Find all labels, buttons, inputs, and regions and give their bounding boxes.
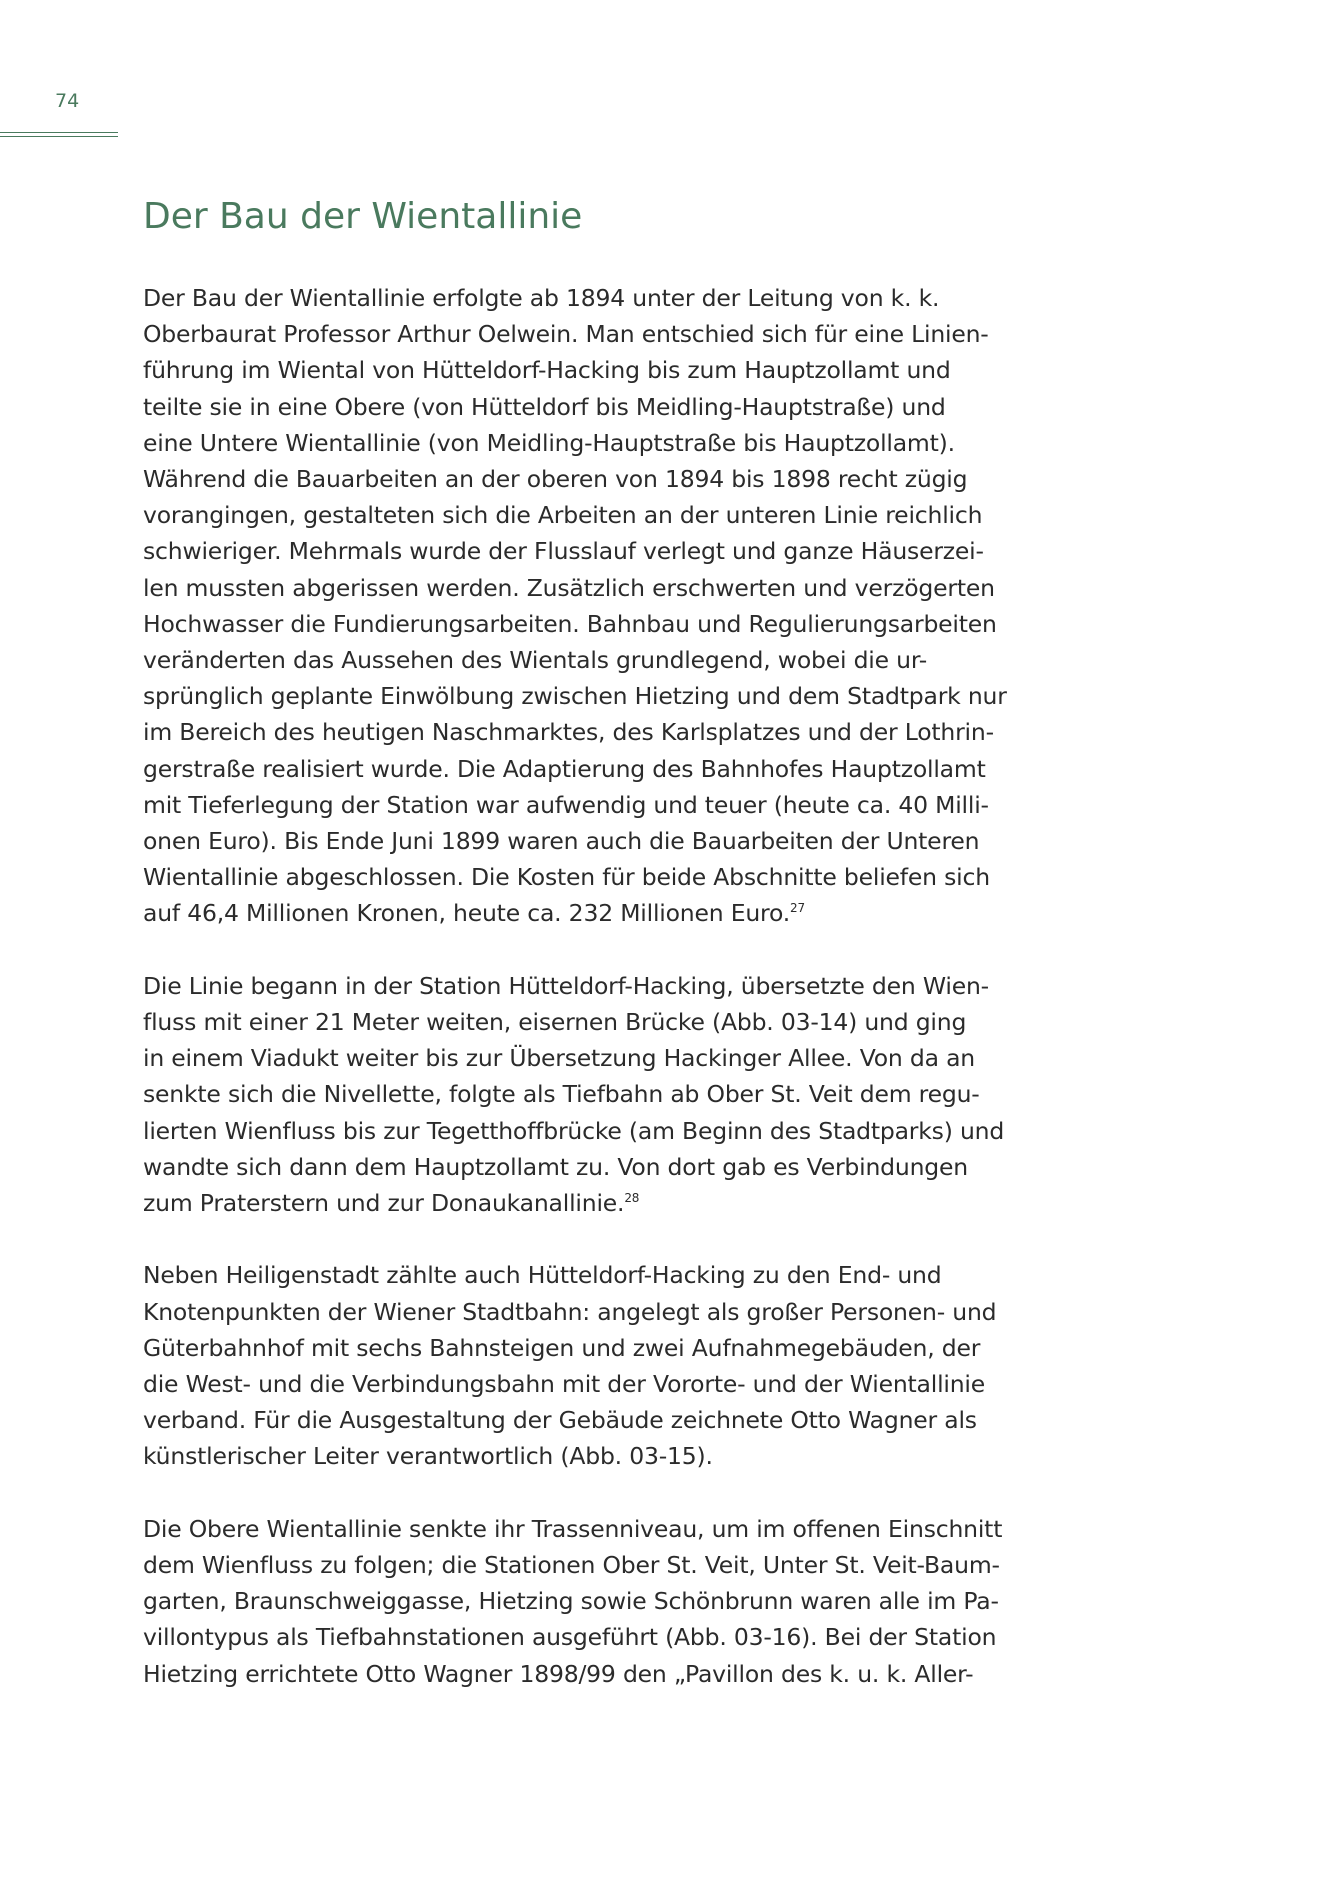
text-line: senkte sich die Nivellette, folgte als Tiefbahn ab Ober St. Veit dem regu- — [143, 1080, 980, 1109]
text-line: Güterbahnhof mit sechs Bahnsteigen und zwei Aufnahmegebäuden, der — [143, 1333, 981, 1362]
text-line: Hochwasser die Fundierungsarbeiten. Bahnbau und Regulierungsarbeiten — [143, 609, 997, 638]
text-line: dem Wienfluss zu folgen; die Stationen Ober St. Veit, Unter St. Veit-Baum- — [143, 1551, 1000, 1580]
text-line: im Bereich des heutigen Naschmarktes, des Karlsplatzes und der Lothrin- — [143, 718, 994, 747]
body-text — [143, 280, 1043, 1692]
text-line: zum Praterstern und zur Donaukanallinie.$^{28}$ — [143, 1189, 640, 1218]
text-line: eine Untere Wientallinie (von Meidling-Hauptstraße bis Hauptzollamt). — [143, 428, 955, 457]
text-line: verband. Für die Ausgestaltung der Gebäude zeichnete Otto Wagner als — [143, 1406, 977, 1435]
text-line: mit Tieferlegung der Station war aufwendig und teuer (heute ca. 40 Milli- — [143, 790, 989, 819]
text-line: veränderten das Aussehen des Wientals grundlegend, wobei die ur- — [143, 646, 928, 675]
text-line: len mussten abgerissen werden. Zusätzlich erschwerten und verzögerten — [143, 573, 995, 602]
text-line: garten, Braunschweiggasse, Hietzing sowie Schönbrunn waren alle im Pa- — [143, 1587, 999, 1616]
paragraph — [143, 1511, 1043, 1692]
text-line: villontypus als Tiefbahnstationen ausgeführt (Abb. 03-16). Bei der Station — [143, 1623, 997, 1652]
text-line: Knotenpunkten der Wiener Stadtbahn: angelegt als großer Personen- und — [143, 1297, 997, 1326]
section-heading: Der Bau der Wientallinie — [143, 196, 583, 237]
text-line: Während die Bauarbeiten an der oberen von 1894 bis 1898 recht zügig — [143, 465, 968, 494]
text-line: künstlerischer Leiter verantwortlich (Abb. 03-15). — [143, 1442, 713, 1471]
text-line: fluss mit einer 21 Meter weiten, eisernen Brücke (Abb. 03-14) und ging — [143, 1008, 967, 1037]
text-line: Der Bau der Wientallinie erfolgte ab 1894 unter der Leitung von k. k. — [143, 284, 940, 312]
text-line: führung im Wiental von Hütteldorf-Hacking bis zum Hauptzollamt und — [143, 356, 951, 385]
text-line: gerstraße realisiert wurde. Die Adaptierung des Bahnhofes Hauptzollamt — [143, 754, 986, 783]
text-line: onen Euro). Bis Ende Juni 1899 waren auch die Bauarbeiten der Unteren — [143, 827, 980, 856]
footnote-marker: 27 — [790, 901, 805, 916]
text-line: Wientallinie abgeschlossen. Die Kosten für beide Abschnitte beliefen sich — [143, 863, 990, 892]
text-line: sprünglich geplante Einwölbung zwischen Hietzing und dem Stadtpark nur — [143, 682, 1007, 711]
text-line: wandte sich dann dem Hauptzollamt zu. Von dort gab es Verbindungen — [143, 1152, 968, 1181]
text-line: schwieriger. Mehrmals wurde der Flusslauf verlegt und ganze Häuserzei- — [143, 537, 984, 566]
paragraph — [143, 280, 1043, 932]
text-line: teilte sie in eine Obere (von Hütteldorf bis Meidling-Hauptstraße) und — [143, 392, 946, 421]
text-line: Hietzing errichtete Otto Wagner 1898/99 den „Pavillon des k. u. k. Aller- — [143, 1659, 974, 1688]
text-line: die West- und die Verbindungsbahn mit der Vororte- und der Wientallinie — [143, 1370, 986, 1399]
page-number: 74 — [55, 90, 80, 112]
text-line: Neben Heiligenstadt zählte auch Hütteldorf-Hacking zu den End- und — [143, 1261, 942, 1290]
main-content — [143, 190, 1043, 1728]
footnote-marker: 28 — [624, 1191, 640, 1206]
paragraph — [143, 968, 1043, 1221]
text-line: auf 46,4 Millionen Kronen, heute ca. 232 Millionen Euro.$^{27}$ — [143, 899, 805, 928]
text-line: Die Obere Wientallinie senkte ihr Trassenniveau, um im offenen Einschnitt — [143, 1514, 1003, 1543]
text-line: Oberbaurat Professor Arthur Oelwein. Man entschied sich für eine Linien- — [143, 320, 989, 349]
text-line: lierten Wienfluss bis zur Tegetthoffbrücke (am Beginn des Stadtparks) und — [143, 1116, 1005, 1145]
text-line: in einem Viadukt weiter bis zur Übersetzung Hackinger Allee. Von da an — [143, 1044, 975, 1073]
page-number-rule — [0, 132, 118, 137]
paragraph — [143, 1257, 1043, 1474]
text-line: vorangingen, gestalteten sich die Arbeiten an der unteren Linie reichlich — [143, 501, 983, 530]
text-line: Die Linie begann in der Station Hütteldorf-Hacking, übersetzte den Wien- — [143, 971, 989, 1000]
